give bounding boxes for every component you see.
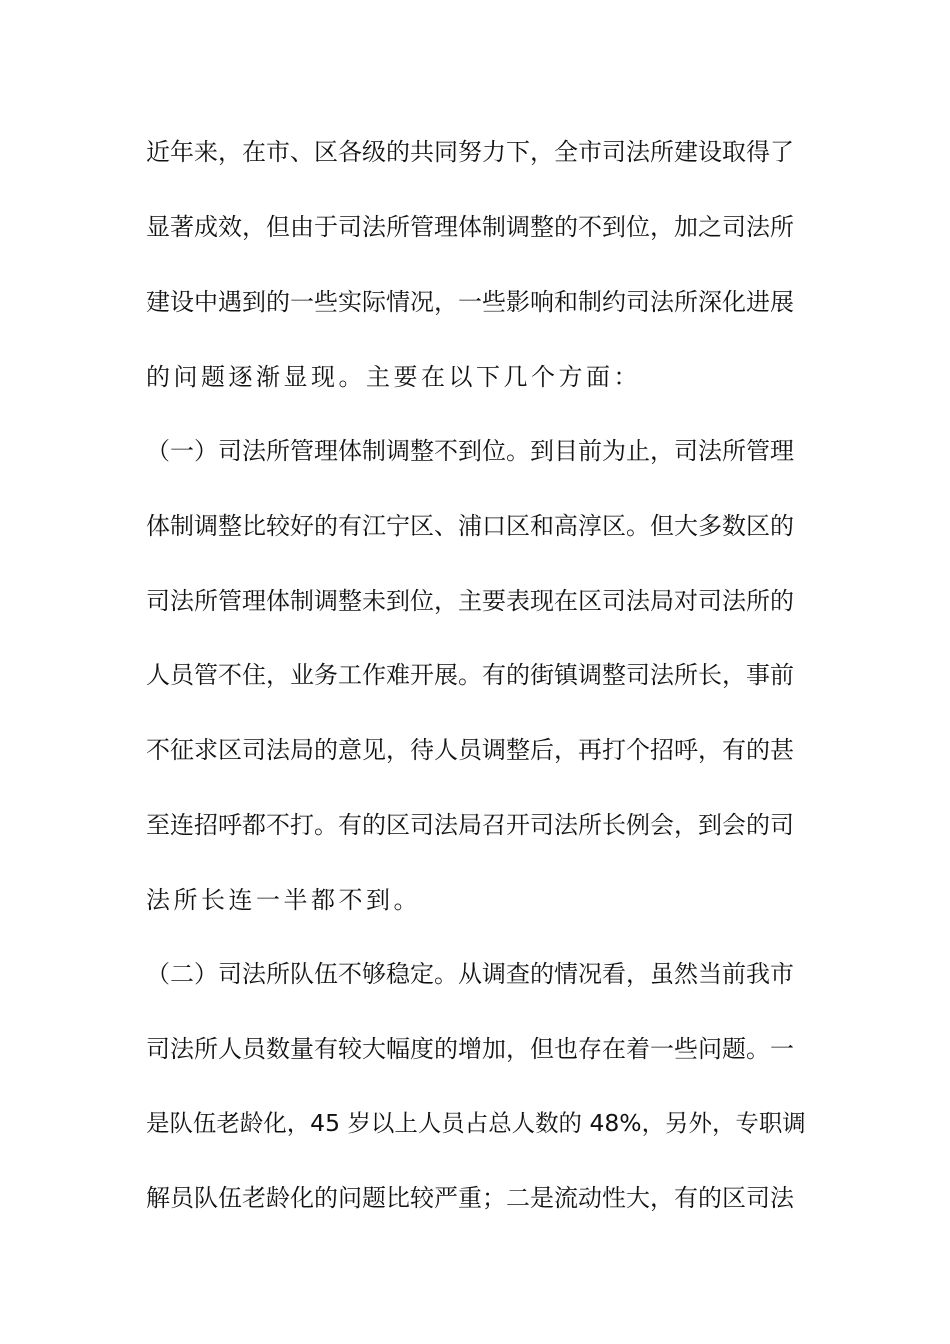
text-line-11: 法所长连一半都不到。 [146, 886, 421, 914]
text-line-9: 不征求区司法局的意见，待人员调整后，再打个招呼，有的甚 [146, 736, 794, 764]
text-line-5: （一）司法所管理体制调整不到位。到目前为止，司法所管理 [146, 437, 794, 465]
text-line-12: （二）司法所队伍不够稳定。从调查的情况看，虽然当前我市 [146, 960, 794, 988]
text-line-3: 建设中遇到的一些实际情况，一些影响和制约司法所深化进展 [146, 288, 794, 316]
text-line-14: 是队伍老龄化，45 岁以上人员占总人数的 48%，另外，专职调 [146, 1109, 806, 1137]
text-line-6: 体制调整比较好的有江宁区、浦口区和高淳区。但大多数区的 [146, 512, 794, 540]
text-line-1: 近年来，在市、区各级的共同努力下，全市司法所建设取得了 [146, 138, 794, 166]
text-line-10: 至连招呼都不打。有的区司法局召开司法所长例会，到会的司 [146, 811, 794, 839]
text-line-13: 司法所人员数量有较大幅度的增加，但也存在着一些问题。一 [146, 1035, 794, 1063]
text-line-2: 显著成效，但由于司法所管理体制调整的不到位，加之司法所 [146, 213, 794, 241]
text-line-4: 的问题逐渐显现。主要在以下几个方面： [146, 363, 641, 391]
text-line-8: 人员管不住，业务工作难开展。有的街镇调整司法所长，事前 [146, 661, 794, 689]
text-line-7: 司法所管理体制调整未到位，主要表现在区司法局对司法所的 [146, 587, 794, 615]
text-line-15: 解员队伍老龄化的问题比较严重；二是流动性大，有的区司法 [146, 1184, 794, 1212]
